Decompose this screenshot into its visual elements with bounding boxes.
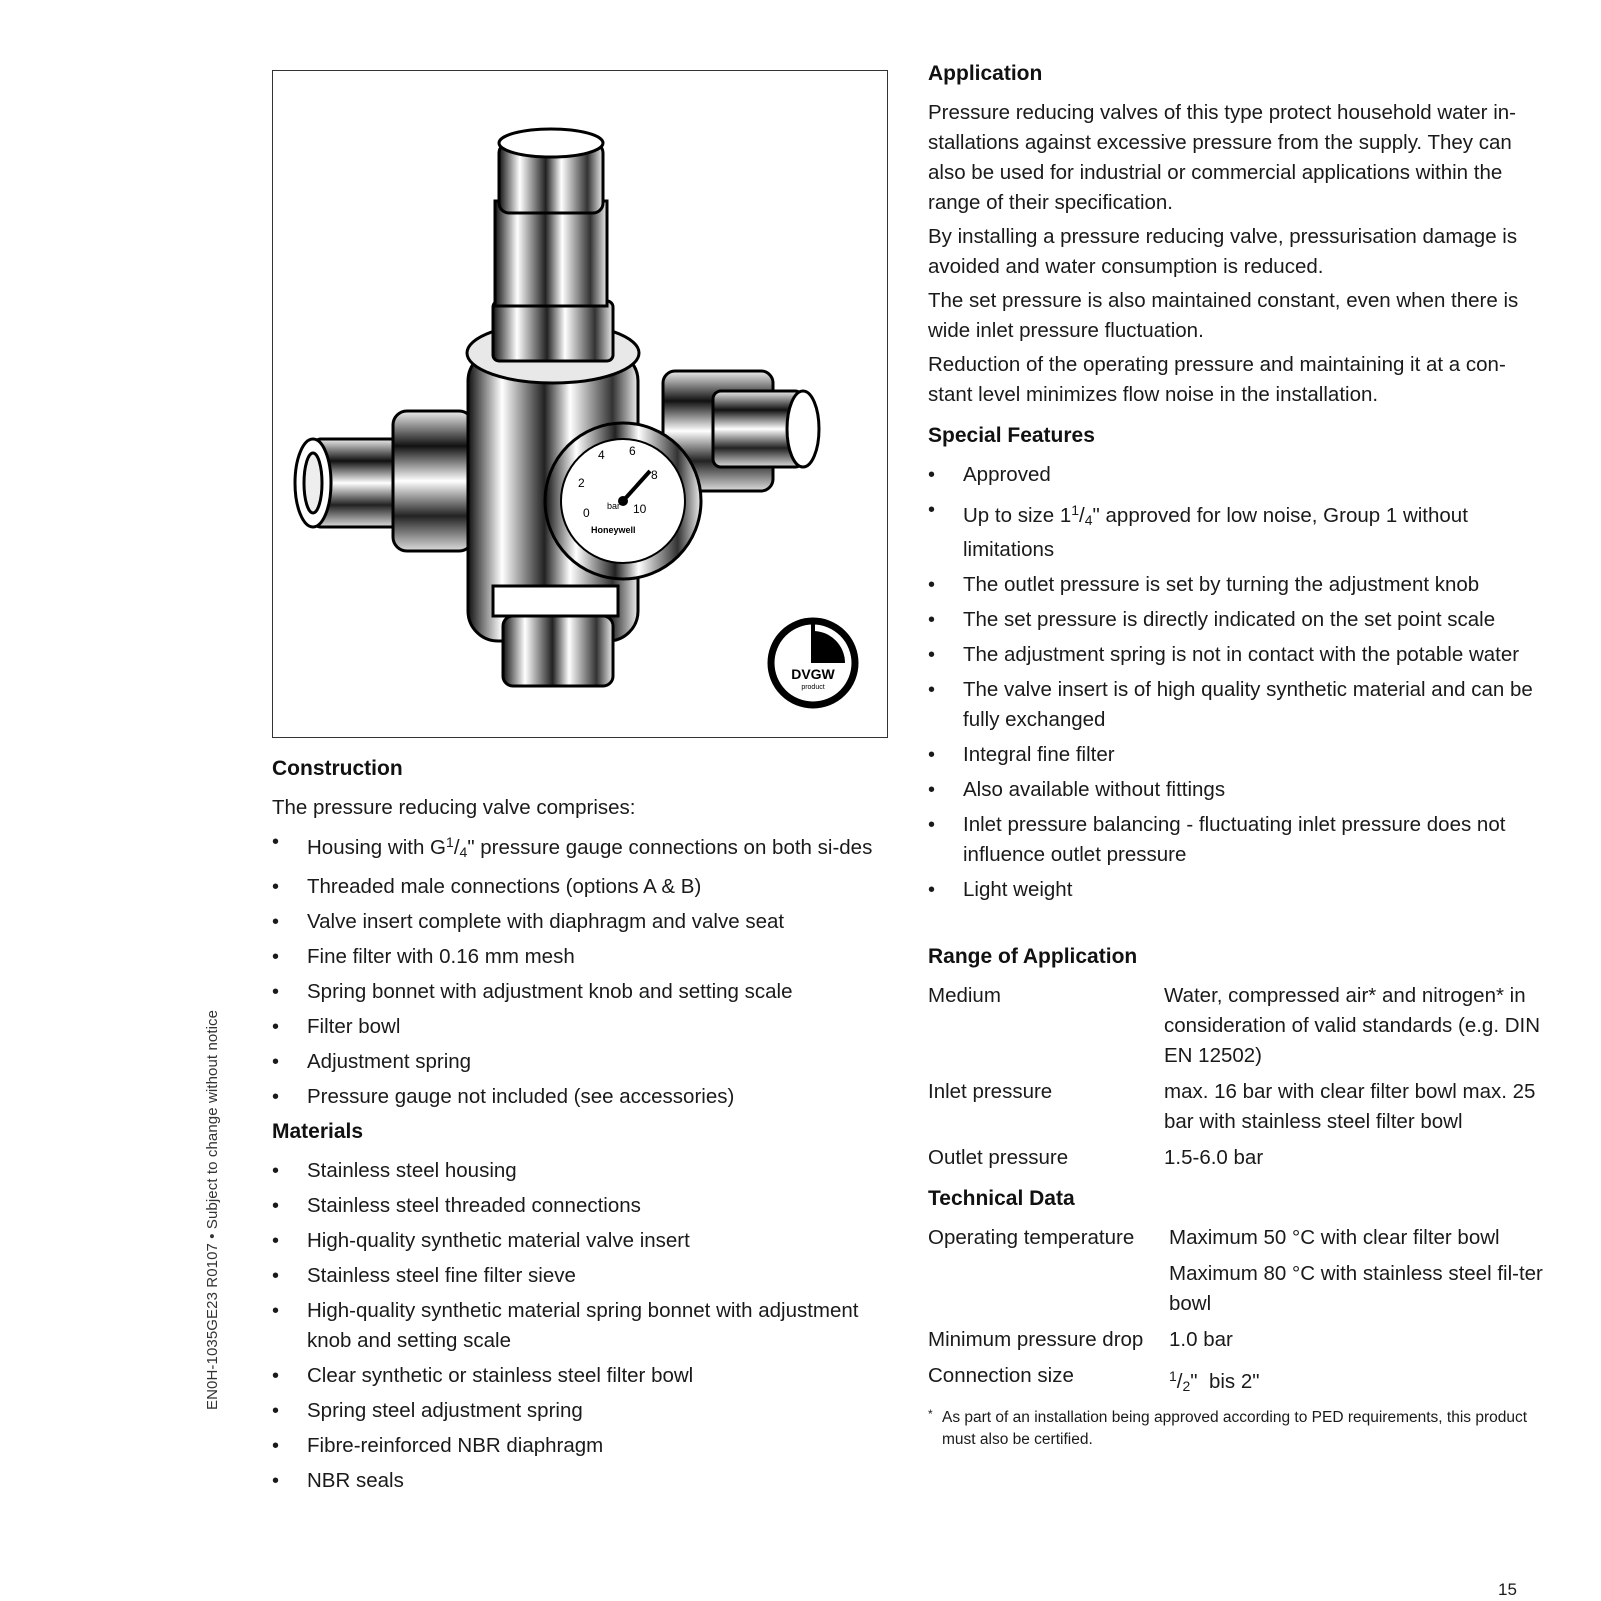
list-item: • Fibre-reinforced NBR diaphragm	[272, 1431, 892, 1461]
list-item: • Stainless steel fine filter sieve	[272, 1261, 892, 1291]
list-item: • The valve insert is of high quality synthetic material and can be fully exchanged	[928, 675, 1548, 735]
list-item: • Pressure gauge not included (see accessories)	[272, 1082, 892, 1112]
list-item: • High-quality synthetic material valve insert	[272, 1226, 892, 1256]
footnote-text: As part of an installation being approved according to PED requirements, this product must also be certified.	[942, 1409, 1528, 1448]
list-item: • Adjustment spring	[272, 1047, 892, 1077]
technical-row	[928, 1223, 1548, 1253]
list-item: • High-quality synthetic material spring bonnet with adjustment knob and setting scale	[272, 1296, 892, 1356]
application-paragraph: By installing a pressure reducing valve, pressurisation damage is avoided and water consumption is reduced.	[928, 225, 1518, 278]
gauge-num-2: 2	[578, 476, 585, 490]
range-value: max. 16 bar with clear filter bowl max. 25 bar with stainless steel filter bowl	[1164, 1080, 1536, 1133]
side-note: EN0H-1035GE23 R0107 • Subject to change without notice	[204, 1009, 221, 1410]
range-label: Inlet pressure	[928, 1080, 1053, 1103]
badge-subtext: product	[801, 684, 825, 691]
technical-row	[928, 1325, 1548, 1355]
application-paragraph: Reduction of the operating pressure and maintaining it at a con-stant level minimizes flow noise in the installation.	[928, 353, 1506, 406]
list-item: • Light weight	[928, 875, 1548, 905]
list-item: • Up to size $1^1/_4$" approved for low noise, Group 1 without limitations	[928, 495, 1548, 565]
technical-value: Maximum 80 °C with stainless steel fil-ter bowl	[1169, 1262, 1543, 1315]
features-list	[928, 460, 1548, 905]
gauge-num-4: 4	[598, 448, 605, 462]
right-column	[928, 62, 1548, 1451]
application-title: Application	[928, 62, 1043, 85]
list-item: • The adjustment spring is not in contact with the potable water	[928, 640, 1548, 670]
range-row	[928, 981, 1548, 1071]
gauge-num-8: 8	[651, 468, 658, 482]
gauge-brand: Honeywell	[591, 525, 636, 535]
left-connection	[295, 411, 473, 551]
list-item: • Spring bonnet with adjustment knob and setting scale	[272, 977, 892, 1007]
range-value: Water, compressed air* and nitrogen* in consideration of valid standards (e.g. DIN EN 12502)	[1164, 984, 1541, 1067]
list-item: • Fine filter with 0.16 mm mesh	[272, 942, 892, 972]
technical-row	[928, 1361, 1548, 1401]
list-item: • The outlet pressure is set by turning the adjustment knob	[928, 570, 1548, 600]
technical-label	[928, 1259, 1169, 1319]
list-item: • Spring steel adjustment spring	[272, 1396, 892, 1426]
technical-value: Maximum 50 °C with clear filter bowl	[1169, 1226, 1500, 1249]
technical-value: $^1/_2$" bis 2"	[1169, 1368, 1260, 1394]
bonnet	[493, 129, 613, 361]
list-item: • Inlet pressure balancing - fluctuating inlet pressure does not influence outlet pressure	[928, 810, 1548, 870]
left-column	[272, 757, 892, 1501]
technical-label: Operating temperature	[928, 1226, 1135, 1249]
valve-illustration	[273, 71, 887, 737]
list-item: • Stainless steel threaded connections	[272, 1191, 892, 1221]
technical-value: 1.0 bar	[1169, 1328, 1233, 1351]
list-item: • The set pressure is directly indicated on the set point scale	[928, 605, 1548, 635]
list-item: • NBR seals	[272, 1466, 892, 1496]
technical-label: Minimum pressure drop	[928, 1328, 1144, 1351]
footnote-mark: *	[928, 1407, 933, 1421]
list-item: • Clear synthetic or stainless steel filter bowl	[272, 1361, 892, 1391]
dvgw-badge-icon	[771, 621, 855, 705]
range-value: 1.5-6.0 bar	[1164, 1146, 1264, 1169]
pressure-gauge-icon	[545, 423, 701, 579]
range-row	[928, 1077, 1548, 1137]
list-item: • Also available without fittings	[928, 775, 1548, 805]
list-item: • Filter bowl	[272, 1012, 892, 1042]
range-title: Range of Application	[928, 945, 1138, 968]
list-item: • Stainless steel housing	[272, 1156, 892, 1186]
application-paragraph: The set pressure is also maintained constant, even when there is wide inlet pressure fluctuation.	[928, 289, 1519, 342]
product-figure	[272, 70, 888, 738]
construction-title: Construction	[272, 757, 403, 780]
technical-title: Technical Data	[928, 1187, 1075, 1210]
features-title: Special Features	[928, 424, 1095, 447]
range-label: Outlet pressure	[928, 1146, 1069, 1169]
application-paragraph: Pressure reducing valves of this type protect household water in-stallations against excessive pressure from the supply. They can also be used for industrial or commercial applications within the range of their specification.	[928, 101, 1516, 214]
construction-list	[272, 827, 892, 1112]
list-item: • Housing with $G^1/_4$" pressure gauge connections on both si-des	[272, 827, 892, 867]
footnote	[928, 1407, 1548, 1451]
list-item: • Threaded male connections (options A & B)	[272, 872, 892, 902]
construction-intro: The pressure reducing valve comprises:	[272, 796, 636, 819]
list-item: • Approved	[928, 460, 1548, 490]
page-number: 15	[1498, 1580, 1517, 1599]
gauge-num-6: 6	[629, 444, 636, 458]
list-item: • Integral fine filter	[928, 740, 1548, 770]
list-item: • Valve insert complete with diaphragm and valve seat	[272, 907, 892, 937]
range-label: Medium	[928, 984, 1001, 1007]
technical-label: Connection size	[928, 1364, 1074, 1387]
materials-title: Materials	[272, 1120, 364, 1143]
badge-text: DVGW	[791, 666, 835, 682]
materials-list	[272, 1156, 892, 1496]
technical-row	[928, 1259, 1548, 1319]
gauge-num-0: 0	[583, 506, 590, 520]
gauge-num-10: 10	[633, 502, 647, 516]
range-row	[928, 1143, 1548, 1173]
gauge-unit: bar	[607, 501, 621, 511]
